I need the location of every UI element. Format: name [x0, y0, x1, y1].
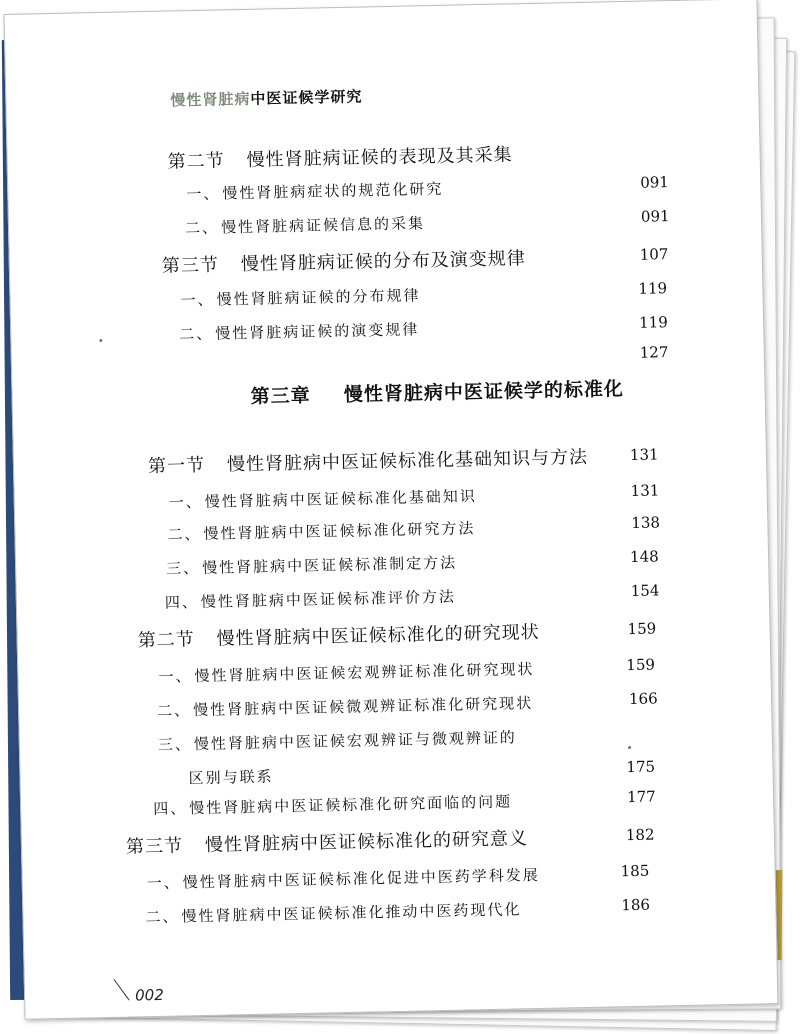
toc-page-number: 138	[631, 513, 661, 532]
toc-page-number: 148	[629, 547, 659, 567]
toc-page-number: 166	[628, 689, 658, 709]
toc-entry-label: 二、	[156, 701, 192, 720]
toc-entry-title: 慢性肾脏病中医证候标准化的研究意义	[204, 828, 529, 856]
chapter-title: 慢性肾脏病中医证候学的标准化	[343, 378, 625, 406]
toc-section-entry	[14, 439, 766, 478]
speck	[628, 746, 631, 749]
toc-entry-label: 二、	[167, 524, 202, 544]
toc-page-number: 186	[621, 895, 651, 915]
toc-entry-title: 慢性肾脏病中医证候标准化促进中医药学科发展	[182, 865, 540, 892]
toc-page-number: 127	[639, 343, 669, 362]
toc-entry	[9, 205, 761, 238]
toc-entry-text	[158, 658, 534, 687]
toc-entry-label: 第三节	[161, 254, 220, 277]
toc-page-number: 091	[640, 173, 670, 192]
toc-page-number: 107	[639, 245, 669, 264]
toc-entry	[17, 579, 769, 612]
toc-entry-text	[147, 864, 540, 893]
toc-entry	[21, 785, 773, 819]
toc-entry-text	[145, 898, 521, 927]
toc-entry-label: 三、	[157, 735, 193, 754]
toc-entry-continuation: 区别与联系	[188, 767, 274, 788]
toc-entry-label: 第二节	[137, 629, 195, 652]
toc-entry-text	[167, 140, 512, 173]
folio-number: 002	[134, 985, 164, 1005]
toc-entry-title: 慢性肾脏病中医证候标准化推动中医药现代化	[181, 900, 522, 926]
toc-entry-label: 第二节	[167, 150, 225, 173]
toc-entry-text	[126, 824, 528, 858]
toc-entry-title: 慢性肾脏病证候的分布及演变规律	[240, 248, 527, 276]
toc-entry-text	[167, 517, 475, 544]
toc-entry-text	[153, 791, 512, 820]
folio-slash	[117, 978, 135, 1000]
toc-section-entry	[22, 819, 774, 858]
toc-entry-title: 慢性肾脏病中医证候标准制定方法	[202, 553, 458, 577]
toc-entry-title: 慢性肾脏病中医证候标准化研究面临的问题	[189, 792, 513, 818]
toc-entry	[20, 755, 772, 788]
toc-page-number: 154	[630, 581, 660, 600]
header-title: 中医证候学研究	[250, 87, 363, 108]
toc-entry	[20, 721, 772, 754]
toc-entry-text	[180, 284, 420, 310]
toc-entry-title: 慢性肾脏病中医证候宏观辨证与微观辨证的	[193, 728, 518, 754]
toc-entry-label: 一、	[158, 667, 193, 686]
toc-entry	[15, 511, 767, 544]
speck	[99, 339, 102, 342]
toc-entry-label: 一、	[146, 873, 181, 893]
toc-entry-text	[185, 212, 425, 238]
toc-entry-title: 慢性肾脏病中医证候微观辨证标准化研究现状	[192, 694, 534, 720]
toc-entry-title: 慢性肾脏病中医证候标准化基础知识	[204, 487, 477, 511]
header-accent: 慢性肾脏病	[170, 89, 251, 110]
chapter-label: 第三章	[250, 384, 311, 408]
chapter-heading	[250, 374, 624, 409]
toc-entry-text	[169, 485, 477, 512]
toc-entry	[19, 687, 771, 720]
toc-entry-text	[186, 178, 443, 204]
toc-section-entry	[7, 135, 759, 173]
toc-page-number: 159	[627, 619, 657, 639]
toc-entry-title: 慢性肾脏病中医证候标准化的研究现状	[216, 621, 540, 650]
toc-entry-title: 慢性肾脏病中医证候标准化研究方法	[203, 519, 476, 543]
toc-entry-title: 慢性肾脏病证候信息的采集	[220, 214, 426, 237]
toc-entry-title: 慢性肾脏病中医证候宏观辨证标准化研究现状	[194, 660, 535, 686]
toc-page-number: 119	[638, 313, 668, 332]
toc-entry-text	[137, 618, 539, 652]
toc-entry	[11, 311, 763, 344]
toc-entry	[23, 893, 775, 927]
toc-entry-label: 一、	[168, 492, 204, 512]
toc-entry-title: 慢性肾脏病证候的分布规律	[216, 286, 421, 309]
toc-section-entry	[10, 239, 762, 277]
toc-entry-label: 第三节	[125, 835, 184, 858]
toc-entry-title: 慢性肾脏病中医证候标准评价方法	[200, 587, 457, 611]
page-folio	[117, 978, 164, 1005]
toc-entry-title: 慢性肾脏病证候的演变规律	[215, 320, 420, 343]
toc-page-number: 159	[626, 655, 656, 675]
toc-page	[4, 0, 779, 1020]
toc-page-number: 131	[629, 445, 659, 464]
toc-entry	[8, 171, 760, 204]
toc-entry	[16, 545, 768, 578]
toc-entry-text	[166, 552, 457, 579]
toc-page-number: 185	[620, 861, 650, 881]
toc-entry	[15, 479, 767, 512]
running-header	[170, 86, 362, 111]
toc-entry	[23, 859, 775, 893]
toc-page-number: 177	[626, 787, 656, 807]
toc-entry-title: 慢性肾脏病症状的规范化研究	[222, 179, 444, 203]
toc-entry-text	[157, 692, 533, 721]
toc-entry-label: 四、	[153, 799, 188, 819]
toc-entry-title: 慢性肾脏病证候的表现及其采集	[246, 144, 513, 171]
toc-entry-text	[165, 586, 456, 613]
toc-entry-text	[179, 318, 419, 344]
toc-section-entry	[17, 613, 769, 652]
toc-entry	[18, 653, 770, 686]
toc-entry-text	[162, 244, 526, 278]
toc-entry-label: 二、	[145, 907, 180, 927]
toc-page-number: 131	[630, 481, 660, 500]
toc-entry-title: 慢性肾脏病中医证候标准化基础知识与方法	[226, 446, 589, 476]
toc-page-number: 119	[638, 279, 668, 298]
toc-entry-text	[158, 726, 517, 755]
toc-page-number: 182	[625, 825, 655, 845]
toc-entry-label: 二、	[179, 324, 214, 344]
toc-page-number: 175	[626, 757, 656, 777]
toc-entry-label: 二、	[184, 218, 220, 238]
toc-entry-label: 第一节	[147, 454, 206, 478]
toc-entry-label: 一、	[186, 184, 221, 204]
toc-entry-label: 一、	[180, 290, 215, 310]
toc-entry	[10, 277, 762, 310]
toc-page-number: 091	[640, 207, 670, 226]
toc-entry-label: 四、	[164, 593, 200, 612]
toc-entry-label: 三、	[166, 559, 201, 578]
toc-entry	[12, 341, 764, 362]
toc-entry-text	[148, 443, 588, 478]
